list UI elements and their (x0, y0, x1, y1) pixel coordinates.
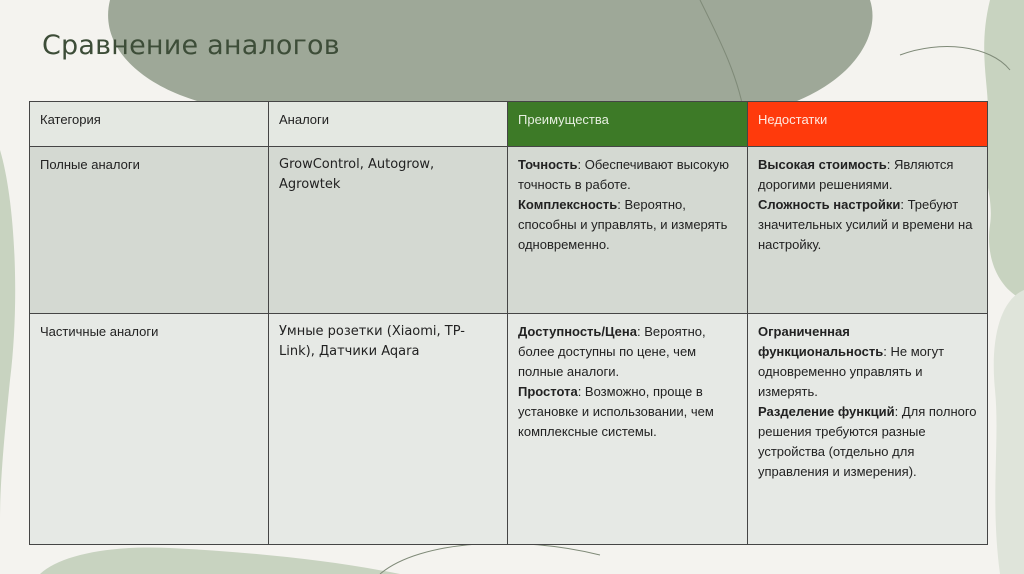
table-header-row (30, 102, 988, 147)
disadvantages-cell (748, 314, 988, 545)
disadvantages-cell (748, 147, 988, 314)
advantages-cell (508, 314, 748, 545)
disadvantage-term: Ограниченная функциональность (758, 324, 884, 359)
advantages-cell (508, 147, 748, 314)
advantage-term: Точность (518, 157, 578, 172)
advantage-text: : Вероятно, более доступны по цене, чем полные аналоги. (518, 324, 706, 379)
comparison-table (29, 101, 988, 545)
disadvantage-term: Высокая стоимость (758, 157, 887, 172)
category-cell: Частичные аналоги (30, 314, 269, 545)
table-row (30, 314, 988, 545)
left-blob-shape (0, 150, 15, 520)
category-cell: Полные аналоги (30, 147, 269, 314)
advantage-term: Доступность/Цена (518, 324, 637, 339)
header-disadvantages: Недостатки (748, 102, 988, 147)
disadvantage-text: : Для полного решения требуются разные устройства (отдельно для управления и измерения). (758, 404, 977, 479)
disadvantage-text: : Требуют значительных усилий и времени на настройку. (758, 197, 973, 252)
analogs-cell: GrowControl, Autogrow, Agrowtek (269, 147, 508, 314)
page-title: Сравнение аналогов (42, 30, 340, 61)
bottom-blob-shape (40, 547, 400, 574)
right-lower-blob-shape (994, 290, 1024, 574)
header-category: Категория (30, 102, 269, 147)
analogs-cell: Умные розетки (Xiaomi, TP-Link), Датчики Aqara (269, 314, 508, 545)
table-row (30, 147, 988, 314)
advantage-term: Комплексность (518, 197, 618, 212)
advantage-text: : Обеспечивают высокую точность в работе. (518, 157, 729, 192)
disadvantage-term: Сложность настройки (758, 197, 901, 212)
outline-curve-bottom (380, 543, 600, 574)
right-blob-shape (982, 0, 1024, 300)
advantage-term: Простота (518, 384, 578, 399)
advantage-text: : Вероятно, способны и управлять, и измерять одновременно. (518, 197, 728, 252)
advantage-text: : Возможно, проще в установке и использовании, чем комплексные системы. (518, 384, 714, 439)
header-analogs: Аналоги (269, 102, 508, 147)
header-advantages: Преимущества (508, 102, 748, 147)
disadvantage-term: Разделение функций (758, 404, 895, 419)
disadvantage-text: : Являются дорогими решениями. (758, 157, 954, 192)
disadvantage-text: : Не могут одновременно управлять и измерять. (758, 344, 945, 399)
